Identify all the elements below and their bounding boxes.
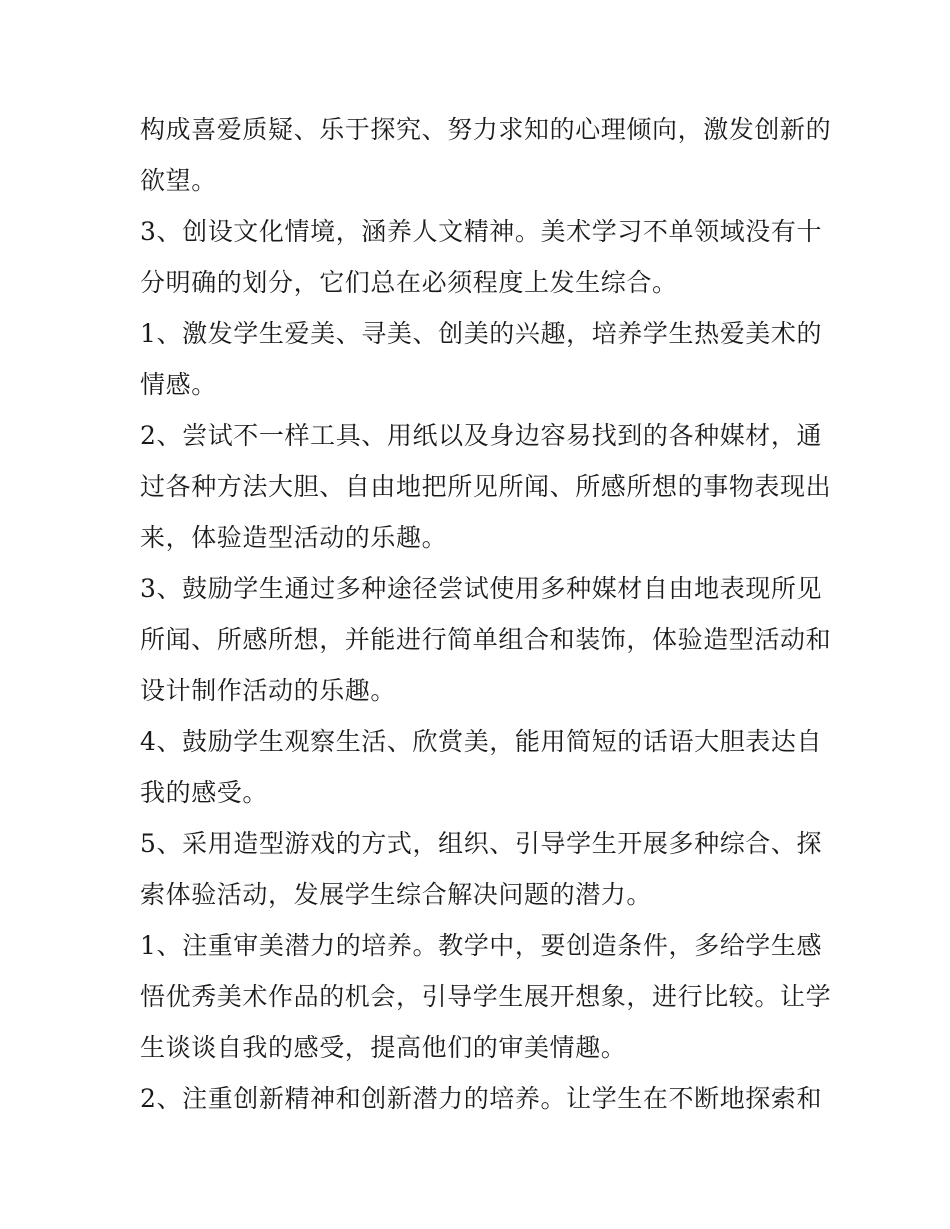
text-line: 5、采用造型游戏的方式，组织、引导学生开展多种综合、探 [140, 829, 823, 858]
text-line: 分明确的划分，它们总在必须程度上发生综合。 [140, 268, 678, 297]
text-line: 1、注重审美潜力的培养。教学中，要创造条件，多给学生感 [140, 931, 823, 960]
document-body [140, 104, 832, 1124]
text-line: 1、激发学生爱美、寻美、创美的兴趣，培养学生热爱美术的 [140, 319, 823, 348]
text-line: 生谈谈自我的感受，提高他们的审美情趣。 [140, 1033, 627, 1062]
text-line: 悟优秀美术作品的机会，引导学生展开想象，进行比较。让学 [140, 982, 832, 1011]
text-line: 我的感受。 [140, 778, 269, 807]
text-line: 设计制作活动的乐趣。 [140, 676, 397, 705]
text-line: 来，体验造型活动的乐趣。 [140, 523, 448, 552]
text-line: 2、尝试不一样工具、用纸以及身边容易找到的各种媒材，通 [140, 421, 823, 450]
text-line: 2、注重创新精神和创新潜力的培养。让学生在不断地探索和 [140, 1084, 823, 1113]
text-line: 构成喜爱质疑、乐于探究、努力求知的心理倾向，激发创新的 [140, 115, 832, 144]
text-line: 欲望。 [140, 166, 217, 195]
text-line: 所闻、所感所想，并能进行简单组合和装饰，体验造型活动和 [140, 625, 832, 654]
text-line: 3、创设文化情境，涵养人文精神。美术学习不单领域没有十 [140, 217, 823, 246]
text-line: 4、鼓励学生观察生活、欣赏美，能用简短的话语大胆表达自 [140, 727, 823, 756]
text-line: 3、鼓励学生通过多种途径尝试使用多种媒材自由地表现所见 [140, 574, 823, 603]
text-line: 过各种方法大胆、自由地把所见所闻、所感所想的事物表现出 [140, 472, 832, 501]
text-line: 情感。 [140, 370, 217, 399]
text-line: 索体验活动，发展学生综合解决问题的潜力。 [140, 880, 653, 909]
